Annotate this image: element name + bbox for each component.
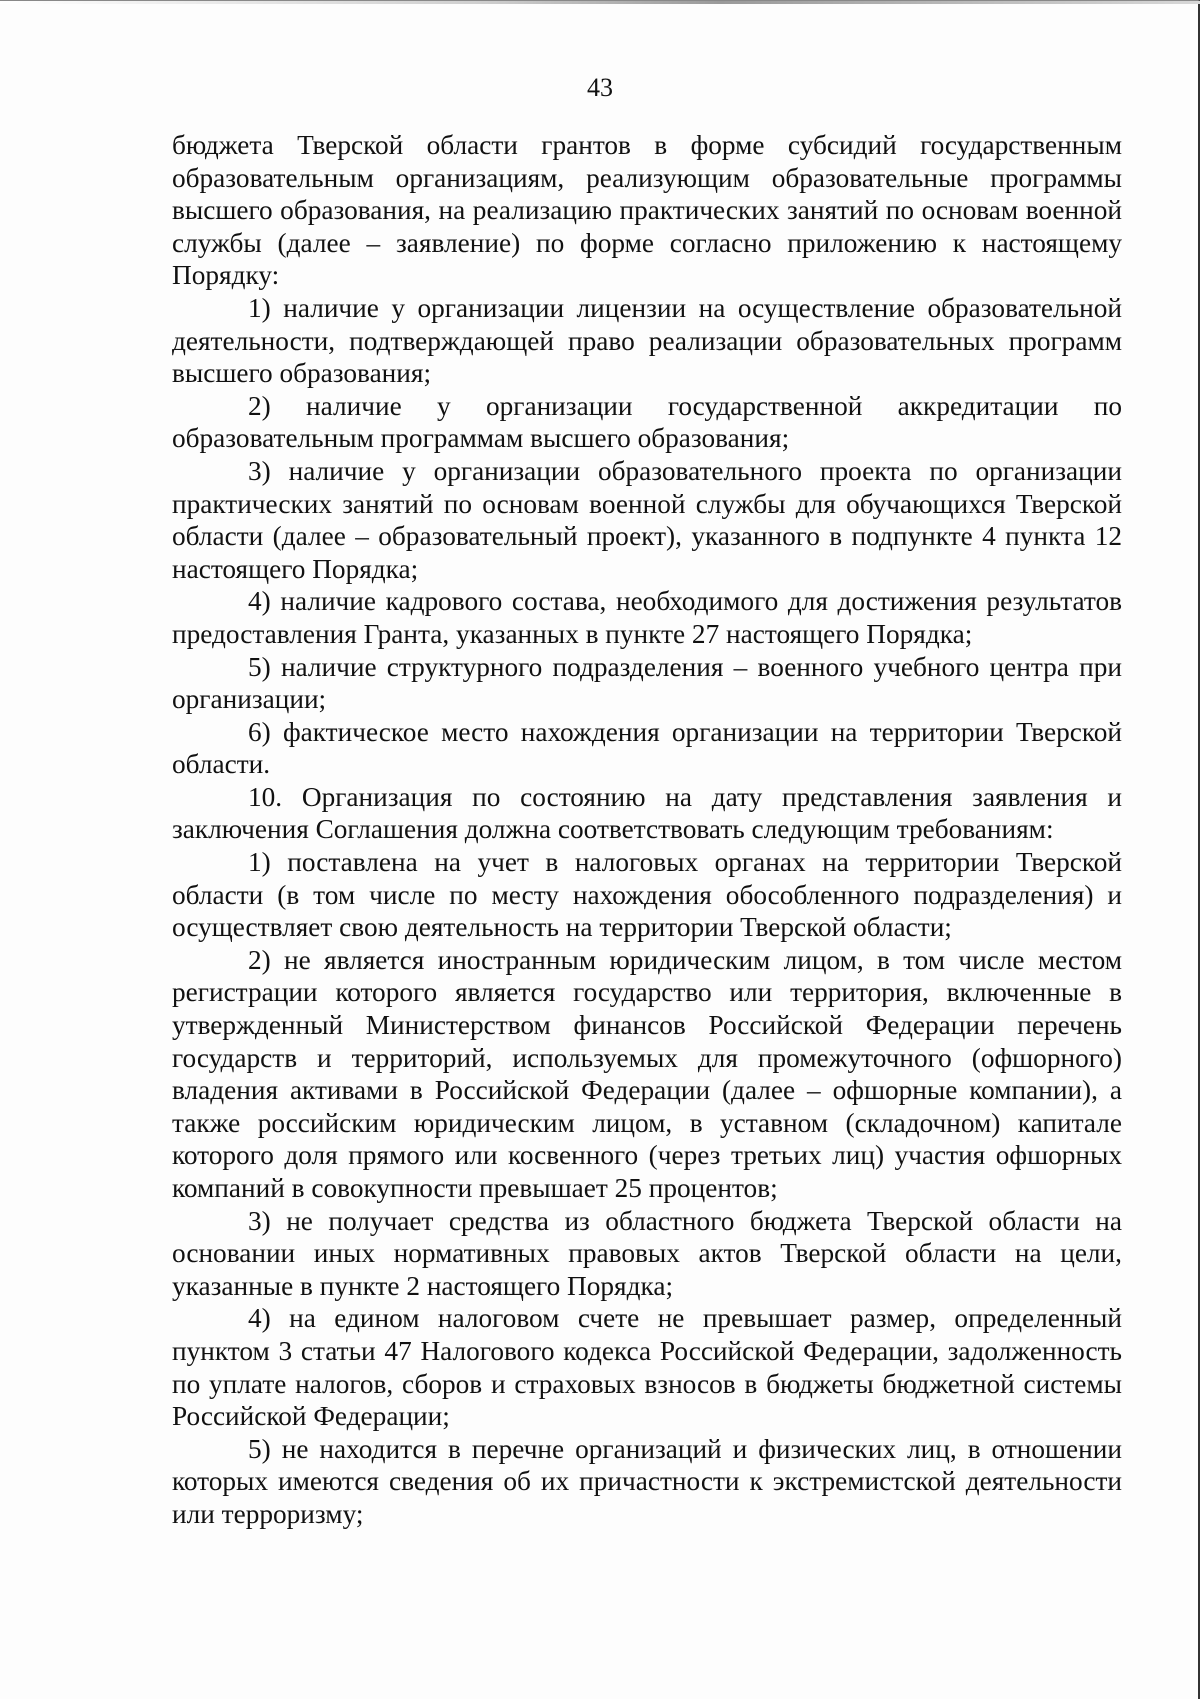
paragraph-req-1-tax-registration: 1) поставлена на учет в налоговых органах на территории Тверской области (в том числе по месту нахождения обособленного подразделения) и осуществляет свою деятельность на территории Тверской области;: [172, 847, 1122, 943]
document-body: [172, 129, 1122, 1531]
paragraph-item-6-location: 6) фактическое место нахождения организации на территории Тверской области.: [172, 716, 1122, 780]
paragraph-req-3-other-funding: 3) не получает средства из областного бюджета Тверской области на основании иных нормативных правовых актов Тверской области на цели, указанные в пункте 2 настоящего Порядка;: [172, 1205, 1122, 1301]
paragraph-item-2-accreditation: 2) наличие у организации государственной аккредитации по образовательным программам высшего образования;: [172, 390, 1122, 454]
paragraph-item-1-license: 1) наличие у организации лицензии на осуществление образовательной деятельности, подтверждающей право реализации образовательных программ высшего образования;: [172, 292, 1122, 389]
scan-edge-shadow: [0, 1, 1200, 4]
paragraph-continuation: бюджета Тверской области грантов в форме субсидий государственным образовательным организациям, реализующим образовательные программы высшего образования, на реализацию практических занятий по основам военной службы (далее – заявление) по форме согласно приложению к настоящему Порядку:: [172, 130, 1122, 291]
paragraph-item-5-military-center: 5) наличие структурного подразделения – военного учебного центра при организации;: [172, 651, 1122, 715]
paragraph-req-4-tax-debt: 4) на едином налоговом счете не превышает размер, определенный пунктом 3 статьи 47 Налогового кодекса Российской Федерации, задолженность по уплате налогов, сборов и страховых взносов в бюджеты бюджетной системы Российской Федерации;: [172, 1303, 1122, 1432]
paragraph-item-3-project: 3) наличие у организации образовательного проекта по организации практических занятий по основам военной службы для обучающихся Тверской области (далее – образовательный проект), указанного в подпункте 4 пункта 12 настоящего Порядка;: [172, 455, 1122, 584]
paragraph-req-2-offshore: 2) не является иностранным юридическим лицом, в том числе местом регистрации которого является государство или территория, включенные в утвержденный Министерством финансов Российской Федерации перечень государств и территорий, используемых для промежуточного (офшорного) владения активами в Российской Федерации (далее – офшорные компании), а также российским юридическим лицом, в уставном (складочном) капитале которого доля прямого или косвенного (через третьих лиц) участия офшорных компаний в совокупности превышает 25 процентов;: [172, 944, 1122, 1203]
paragraph-req-5-extremism-list: 5) не находится в перечне организаций и физических лиц, в отношении которых имеются сведения об их причастности к экстремистской деятельности или терроризму;: [172, 1433, 1122, 1529]
paragraph-section-10: 10. Организация по состоянию на дату представления заявления и заключения Соглашения должна соответствовать следующим требованиям:: [172, 781, 1122, 845]
page-number: 43: [587, 73, 613, 102]
paragraph-item-4-staff: 4) наличие кадрового состава, необходимого для достижения результатов предоставления Гранта, указанных в пункте 27 настоящего Порядка;: [172, 586, 1122, 649]
